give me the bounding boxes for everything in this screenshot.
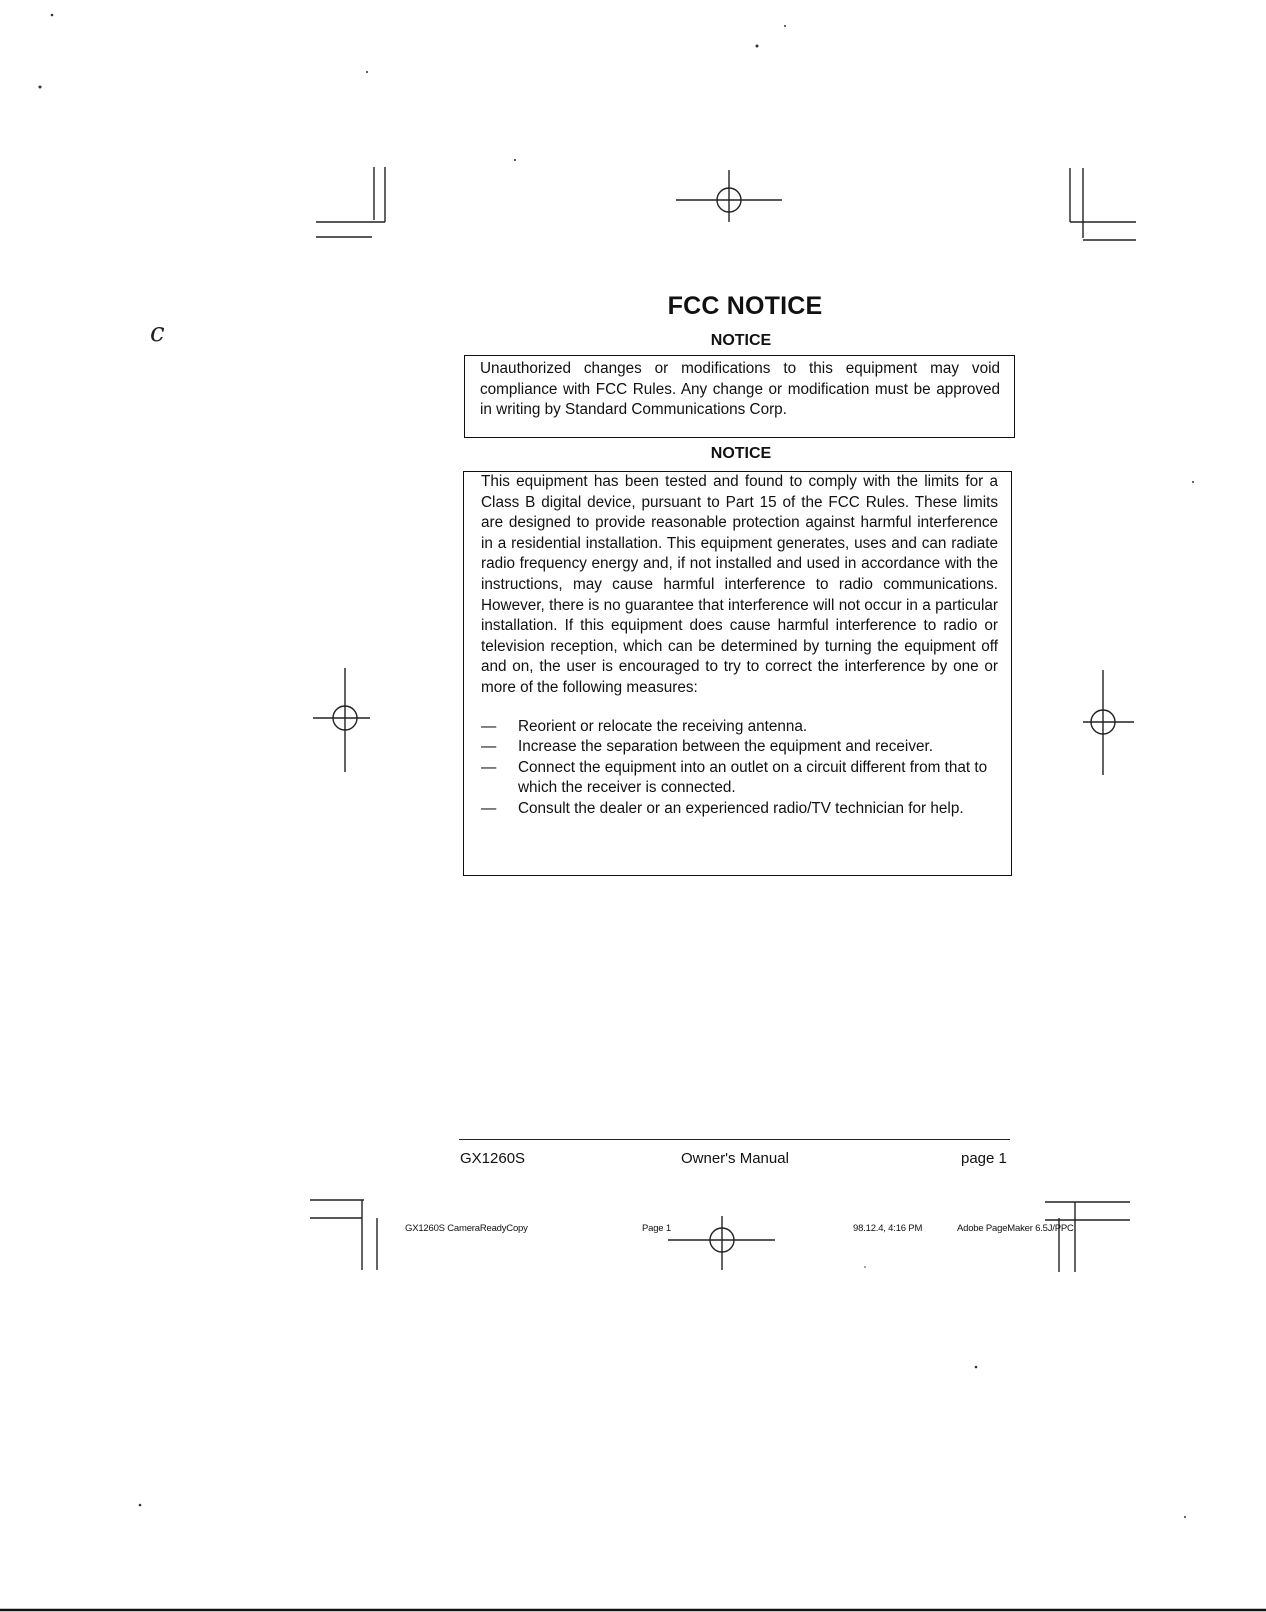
registration-mark-bottom [668, 1216, 775, 1270]
notice-2-box [463, 471, 1012, 876]
bullet-dash: — [481, 758, 497, 776]
footer-manual-title: Owner's Manual [681, 1150, 789, 1167]
crop-mark-top-right [1070, 168, 1136, 240]
footer-rule [459, 1139, 1010, 1140]
bullet-dash: — [481, 799, 497, 817]
footer-model: GX1260S [460, 1150, 526, 1167]
notice-1-label: NOTICE [710, 332, 772, 349]
notice-2-text: This equipment has been tested and found to comply with the limits for a Class B digital device, pursuant to Part 15 of the FCC Rules. These limits are designed to provide reasonable protection against harmful interference in a residential installation. This equipment generates, uses and can radiate radio frequency energy and, if not installed and used in accordance with the instructions, may cause harmful interference to radio communications. However, there is no guarantee that interference will not occur in a particular installation. If this equipment does cause harmful interference to radio or television reception, which can be determined by turning the equipment off and on, the user is encouraged to try to correct the interference by one or more of the following measures: [481, 473, 998, 696]
slug-page: Page 1 [642, 1223, 671, 1234]
notice-2-label: NOTICE [710, 445, 772, 462]
bullet-dash: — [481, 717, 497, 735]
footer-page-number: page 1 [961, 1150, 1007, 1167]
list-item: — Reorient or relocate the receiving antenna. [481, 717, 998, 738]
crop-mark-bottom-right [1045, 1202, 1130, 1272]
registration-mark-top [676, 170, 782, 222]
measures-list [481, 717, 998, 820]
slug-timestamp: 98.12.4, 4:16 PM [853, 1223, 923, 1234]
slug-software: Adobe PageMaker 6.5J/PPC [957, 1223, 1074, 1234]
list-item: — Consult the dealer or an experienced radio/TV technician for help. [481, 799, 998, 820]
registration-mark-left [313, 668, 370, 772]
list-item: — Connect the equipment into an outlet on a circuit different from that to which the receiver is connected. [481, 758, 988, 797]
bullet-dash: — [481, 738, 497, 756]
list-item: — Increase the separation between the equipment and receiver. [481, 737, 998, 758]
handwritten-mark: c [150, 318, 165, 348]
registration-mark-right [1083, 670, 1134, 775]
crop-mark-bottom-left [310, 1200, 377, 1270]
crop-mark-top-left [316, 167, 385, 237]
slug-file-name: GX1260S CameraReadyCopy [405, 1223, 528, 1234]
notice-1-text: Unauthorized changes or modifications to this equipment may void compliance with FCC Rules. Any change or modification must be approved in writing by Standard Communications Corp. [480, 360, 1000, 419]
notice-1-box [464, 355, 1015, 438]
page-title: FCC NOTICE [667, 292, 823, 320]
